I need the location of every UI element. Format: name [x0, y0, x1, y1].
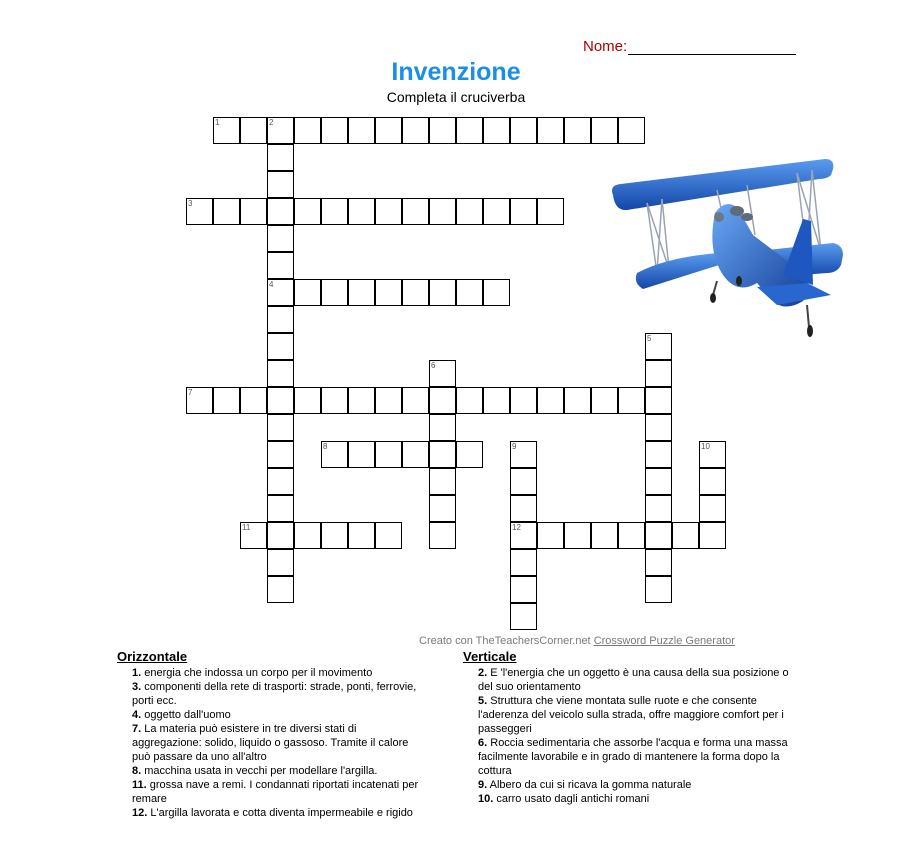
- crossword-cell[interactable]: [267, 252, 294, 279]
- down-clue-list: [463, 666, 803, 806]
- crossword-cell[interactable]: [294, 387, 321, 414]
- crossword-cell[interactable]: [591, 117, 618, 144]
- crossword-cell[interactable]: [294, 522, 321, 549]
- clue-item: [117, 666, 422, 680]
- crossword-cell[interactable]: [429, 468, 456, 495]
- crossword-cell[interactable]: [375, 117, 402, 144]
- crossword-cell[interactable]: [402, 441, 429, 468]
- crossword-cell[interactable]: [267, 549, 294, 576]
- crossword-cell[interactable]: [348, 117, 375, 144]
- crossword-cell[interactable]: [456, 198, 483, 225]
- clue-item: [117, 778, 422, 806]
- crossword-cell[interactable]: [267, 306, 294, 333]
- clue-item-text: Roccia sedimentaria che assorbe l'acqua e forma una massa facilmente lavorabile e in grado di mantenere la forma dopo la cottura: [478, 737, 788, 777]
- crossword-cell[interactable]: [375, 198, 402, 225]
- crossword-cell[interactable]: [483, 117, 510, 144]
- crossword-cell[interactable]: [213, 387, 240, 414]
- crossword-cell[interactable]: [510, 198, 537, 225]
- clue-item-text: macchina usata in vecchi per modellare l'argilla.: [141, 765, 378, 777]
- clue-number: 7: [188, 388, 193, 397]
- crossword-cell[interactable]: [375, 441, 402, 468]
- crossword-cell[interactable]: [267, 387, 294, 414]
- crossword-cell[interactable]: [375, 387, 402, 414]
- crossword-cell[interactable]: [510, 468, 537, 495]
- crossword-cell[interactable]: [267, 414, 294, 441]
- crossword-cell[interactable]: [348, 441, 375, 468]
- clue-number: 3: [188, 199, 193, 208]
- crossword-cell[interactable]: [672, 522, 699, 549]
- crossword-cell[interactable]: [618, 522, 645, 549]
- crossword-cell[interactable]: [429, 414, 456, 441]
- crossword-cell[interactable]: [429, 198, 456, 225]
- down-heading: Verticale: [463, 649, 517, 664]
- clue-item: [117, 680, 422, 708]
- clue-item-text: E 'l'energia che un oggetto è una causa della sua posizione o del suo orientamento: [478, 667, 789, 693]
- crossword-cell[interactable]: [348, 198, 375, 225]
- clue-item-number: 4.: [132, 709, 142, 721]
- clue-item: [463, 666, 803, 694]
- clue-item: [463, 694, 803, 736]
- crossword-cell[interactable]: [456, 387, 483, 414]
- crossword-cell[interactable]: [429, 522, 456, 549]
- clue-item: [117, 764, 422, 778]
- crossword-cell[interactable]: [402, 117, 429, 144]
- crossword-cell[interactable]: [645, 495, 672, 522]
- clue-number: 1: [215, 118, 220, 127]
- crossword-cell[interactable]: [321, 387, 348, 414]
- clue-item-number: 7.: [132, 723, 142, 735]
- clue-number: 10: [701, 442, 710, 451]
- down-clues: [463, 649, 803, 806]
- crossword-cell[interactable]: [645, 360, 672, 387]
- clue-number: 2: [269, 118, 274, 127]
- clue-item-text: Albero da cui si ricava la gomma naturale: [487, 779, 692, 791]
- clue-item: [463, 792, 803, 806]
- crossword-cell[interactable]: [645, 468, 672, 495]
- crossword-cell[interactable]: [537, 198, 564, 225]
- crossword-cell[interactable]: [537, 387, 564, 414]
- crossword-cell[interactable]: [699, 495, 726, 522]
- crossword-cell[interactable]: [294, 279, 321, 306]
- crossword-cell[interactable]: [348, 387, 375, 414]
- crossword-cell[interactable]: [267, 279, 294, 306]
- crossword-cell[interactable]: [510, 576, 537, 603]
- crossword-cell[interactable]: [402, 279, 429, 306]
- crossword-cell[interactable]: [483, 279, 510, 306]
- crossword-cell[interactable]: [456, 441, 483, 468]
- crossword-cell[interactable]: [564, 522, 591, 549]
- crossword-cell[interactable]: [429, 495, 456, 522]
- crossword-cell[interactable]: [645, 549, 672, 576]
- crossword-cell[interactable]: [267, 198, 294, 225]
- crossword-cell[interactable]: [321, 522, 348, 549]
- clue-item-number: 10.: [478, 793, 494, 805]
- clue-item: [117, 806, 422, 820]
- crossword-cell[interactable]: [699, 441, 726, 468]
- crossword-cell[interactable]: [375, 522, 402, 549]
- crossword-cell[interactable]: [213, 117, 240, 144]
- crossword-cell[interactable]: [267, 333, 294, 360]
- clue-item-text: grossa nave a remi. I condannati riportati incatenati per remare: [132, 779, 419, 805]
- crossword-cell[interactable]: [429, 360, 456, 387]
- crossword-cell[interactable]: [645, 387, 672, 414]
- crossword-cell[interactable]: [240, 522, 267, 549]
- crossword-cell[interactable]: [645, 522, 672, 549]
- crossword-cell[interactable]: [429, 279, 456, 306]
- crossword-cell[interactable]: [483, 198, 510, 225]
- clue-item: [117, 722, 422, 764]
- page-title: Invenzione: [391, 58, 521, 86]
- crossword-cell[interactable]: [240, 198, 267, 225]
- clue-number: 9: [512, 442, 517, 451]
- clue-item-number: 12.: [132, 807, 148, 819]
- crossword-cell[interactable]: [618, 117, 645, 144]
- clue-item-number: 3.: [132, 681, 142, 693]
- crossword-cell[interactable]: [375, 279, 402, 306]
- crossword-cell[interactable]: [213, 198, 240, 225]
- crossword-cell[interactable]: [645, 576, 672, 603]
- across-clue-list: [117, 666, 422, 820]
- crossword-cell[interactable]: [564, 387, 591, 414]
- crossword-cell[interactable]: [564, 117, 591, 144]
- crossword-cell[interactable]: [267, 117, 294, 144]
- crossword-cell[interactable]: [429, 441, 456, 468]
- crossword-cell[interactable]: [510, 117, 537, 144]
- crossword-cell[interactable]: [267, 225, 294, 252]
- clue-item-number: 1.: [132, 667, 142, 679]
- name-line: [628, 41, 796, 55]
- crossword-cell[interactable]: [267, 468, 294, 495]
- clue-item-text: componenti della rete di trasporti: strade, ponti, ferrovie, porti ecc.: [132, 681, 417, 707]
- clue-number: 6: [431, 361, 436, 370]
- crossword-cell[interactable]: [240, 117, 267, 144]
- clue-number: 8: [323, 442, 328, 451]
- clue-item: [463, 736, 803, 778]
- crossword-cell[interactable]: [537, 117, 564, 144]
- crossword-cell[interactable]: [402, 387, 429, 414]
- clue-number: 5: [647, 334, 652, 343]
- crossword-cell[interactable]: [591, 387, 618, 414]
- crossword-cell[interactable]: [402, 198, 429, 225]
- clue-item: [117, 708, 422, 722]
- clue-item-number: 2.: [478, 667, 488, 679]
- clue-item-text: carro usato dagli antichi romani: [493, 793, 650, 805]
- page-subtitle: Completa il cruciverba: [386, 89, 526, 105]
- crossword-cell[interactable]: [510, 441, 537, 468]
- crossword-cell[interactable]: [537, 522, 564, 549]
- crossword-cell[interactable]: [456, 279, 483, 306]
- clue-item: [463, 778, 803, 792]
- credit-line: [419, 635, 735, 647]
- clue-item-number: 9.: [478, 779, 488, 791]
- credit-link[interactable]: Crossword Puzzle Generator: [593, 635, 735, 647]
- crossword-cell[interactable]: [294, 117, 321, 144]
- crossword-cell[interactable]: [186, 387, 213, 414]
- crossword-cell[interactable]: [429, 387, 456, 414]
- clue-item-text: energia che indossa un corpo per il movimento: [141, 667, 373, 679]
- credit-prefix: Creato con TheTeachersCorner.net: [419, 635, 594, 647]
- crossword-cell[interactable]: [321, 198, 348, 225]
- crossword-cell[interactable]: [321, 117, 348, 144]
- name-field: [583, 38, 796, 55]
- clue-item-text: oggetto dall'uomo: [141, 709, 231, 721]
- crossword-cell[interactable]: [348, 522, 375, 549]
- clue-item-number: 8.: [132, 765, 142, 777]
- crossword-cell[interactable]: [267, 576, 294, 603]
- crossword-cell[interactable]: [645, 414, 672, 441]
- clue-item-text: L'argilla lavorata e cotta diventa impermeabile e rigido: [147, 807, 413, 819]
- crossword-cell[interactable]: [267, 144, 294, 171]
- clue-item-number: 5.: [478, 695, 488, 707]
- crossword-cell[interactable]: [240, 387, 267, 414]
- crossword-cell[interactable]: [510, 522, 537, 549]
- across-heading: Orizzontale: [117, 649, 188, 664]
- crossword-cell[interactable]: [294, 198, 321, 225]
- crossword-cell[interactable]: [321, 279, 348, 306]
- crossword-cell[interactable]: [645, 441, 672, 468]
- crossword-cell[interactable]: [510, 495, 537, 522]
- crossword-cell[interactable]: [429, 117, 456, 144]
- clue-item-text: Struttura che viene montata sulle ruote e che consente l'aderenza del veicolo sulla strada, offre maggiore comfort per i passeggeri: [478, 695, 784, 735]
- crossword-cell[interactable]: [510, 387, 537, 414]
- biplane-icon: [607, 155, 847, 345]
- crossword-cell[interactable]: [699, 522, 726, 549]
- crossword-cell[interactable]: [591, 522, 618, 549]
- crossword-cell[interactable]: [321, 441, 348, 468]
- crossword-cell[interactable]: [267, 495, 294, 522]
- clue-number: 4: [269, 280, 274, 289]
- crossword-cell[interactable]: [456, 117, 483, 144]
- clue-item-number: 11.: [132, 779, 147, 791]
- crossword-cell[interactable]: [186, 198, 213, 225]
- crossword-cell[interactable]: [267, 360, 294, 387]
- crossword-cell[interactable]: [483, 387, 510, 414]
- clue-item-text: La materia può esistere in tre diversi stati di aggregazione: solido, liquido o gassoso. Tramite il calore può passare da uno all'altro: [132, 723, 409, 763]
- crossword-cell[interactable]: [699, 468, 726, 495]
- name-label: Nome:: [583, 38, 628, 55]
- across-clues: [117, 649, 422, 820]
- crossword-cell[interactable]: [510, 549, 537, 576]
- crossword-cell[interactable]: [618, 387, 645, 414]
- crossword-cell[interactable]: [267, 522, 294, 549]
- clue-number: 12: [512, 523, 521, 532]
- crossword-cell[interactable]: [510, 603, 537, 630]
- crossword-cell[interactable]: [348, 279, 375, 306]
- clue-number: 11: [242, 523, 251, 532]
- crossword-cell[interactable]: [267, 171, 294, 198]
- crossword-cell[interactable]: [267, 441, 294, 468]
- clue-item-number: 6.: [478, 737, 488, 749]
